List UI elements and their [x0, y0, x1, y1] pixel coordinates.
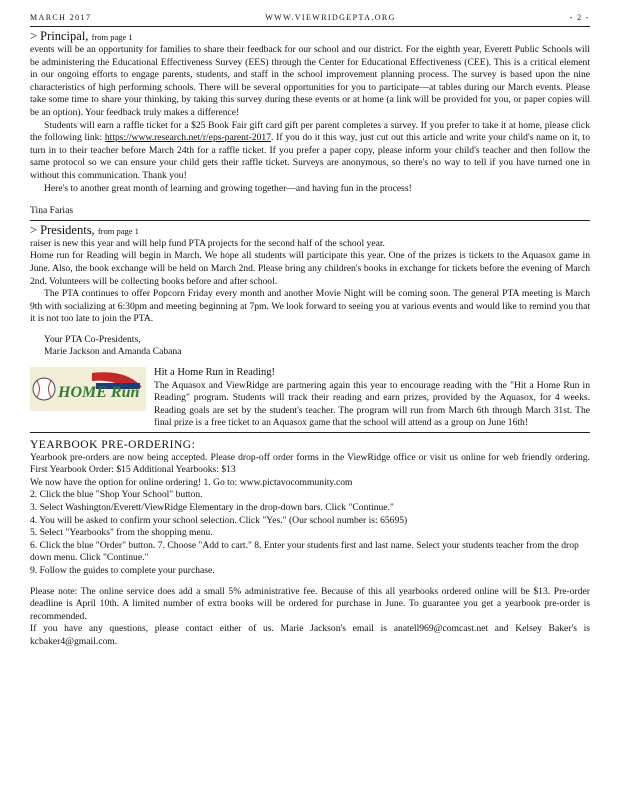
presidents-paragraph-3: The PTA continues to offer Popcorn Friday every month and another Movie Night will be coming soon. The general PTA meeting is March 9th with socializing at 6:30pm and meeting beginning at 7pm. We look forward to seeing you at various events and would like to remind you that it is not too late to join the PTA. — [30, 288, 590, 325]
yearbook-step: 5. Select "Yearbooks" from the shopping menu. — [30, 527, 213, 539]
header-divider — [30, 26, 590, 27]
principal-signature: Tina Farias — [30, 205, 74, 217]
yearbook-step: 6. Click the blue "Order" button. 7. Choose "Add to cart." 8. Enter your students first and last name. Select your students teacher from the drop down menu. Click "Continue." — [30, 539, 579, 564]
yearbook-contact: If you have any questions, please contact either of us. Marie Jackson's email is anatell969@comcast.net and Kelsey Baker's is kcbaker4@gmail.com. — [30, 623, 590, 647]
page-header — [30, 12, 590, 24]
principal-title: > Principal, — [30, 29, 89, 43]
yearbook-step: 3. Select Washington/Everett/ViewRidge Elementary in the drop-down bars. Click "Continue." — [30, 502, 394, 513]
principal-paragraph-1: events will be an opportunity for families to share their feedback for our school and our district. For the eighth year, Everett Public Schools will be administering the Educational Effectiveness Survey (EES) through the Center for Educational Effectiveness (CEE). This is a critical element in our ongoing efforts to engage parents, students, and staff in the school improvement planning process. The survey is based upon the nine characteristics of high performing schools. There will be several opportunities for you to participate—at tables during our March events. Please take some time to share your thinking, by taking this survey during these events or at home (a link will be provided for you, or paper copies will be an option). Your feedback truly makes a difference! — [30, 44, 590, 118]
yearbook-title: YEARBOOK PRE-ORDERING: — [30, 439, 196, 452]
yearbook-intro-1: Yearbook pre-orders are now being accepted. Please drop-off order forms in the ViewRidge office or visit us online for web friendly ordering. First Yearbook Order: $15 Additional Yearbooks: $13 — [30, 451, 590, 476]
presidents-heading — [30, 223, 590, 238]
yearbook-step: 2. Click the blue "Shop Your School" button. — [30, 489, 203, 501]
header-website: WWW.VIEWRIDGEPTA.ORG — [265, 13, 396, 22]
yearbook-step: 9. Follow the guides to complete your purchase. — [30, 564, 215, 576]
header-date: MARCH 2017 — [30, 13, 92, 22]
home-run-reading-block — [30, 367, 590, 430]
yearbook-steps — [30, 489, 590, 577]
home-run-text — [154, 367, 590, 430]
section-divider — [30, 220, 590, 221]
presidents-paragraph-2: Home run for Reading will begin in March. We hope all students will participate this year. One of the prizes is tickets to the Aquasox game in June. Also, the book exchange will be held on March 2nd. Please bring any children's books in exchange for tickets before the evening of March 2nd. Volunteers will be collecting books before and after school. — [30, 250, 590, 287]
yearbook-intro-2: We now have the option for online ordering! 1. Go to: www.pictavocommunity.com — [30, 476, 353, 488]
yearbook-section — [30, 439, 590, 649]
principal-section — [30, 29, 590, 218]
principal-paragraph-3: Here's to another great month of learning and growing together—and having fun in the process! — [44, 182, 412, 194]
yearbook-note: Please note: The online service does add a small 5% administrative fee. Because of this all yearbooks ordered online will be $13. Pre-order deadline is April 10th. A limited number of extra books will be ordered for purchase in June. To guarantee you get a yearbook pre-order is recommended. — [30, 585, 590, 622]
header-page-number: - 2 - — [569, 13, 590, 22]
principal-from-page: from page 1 — [91, 32, 133, 42]
principal-p2-end: . If you do it this way, just cut out this article and write your child's name on it, to turn in to their teacher before March 24th for a raffle ticket. If you prefer a paper copy, please inform your child's teacher and then follow the same protocol so we can ensure your child gets their raffle ticket. Surveys are anonymous, so there's no way to tell if you have turned one in without this communication. Thank you! — [30, 132, 590, 181]
survey-link[interactable]: https://www.research.net/r/eps-parent-2017 — [104, 132, 272, 144]
home-run-logo — [30, 367, 146, 411]
presidents-title: > Presidents, — [30, 222, 95, 237]
newsletter-page — [30, 12, 590, 649]
principal-heading — [30, 29, 590, 44]
principal-p2-start: Students will earn a raffle ticket for a $25 Book Fair gift card gift per parent completes a survey. If you prefer to take it at home, please click the following link: — [30, 119, 590, 144]
home-run-title: Hit a Home Run in Reading! — [154, 367, 276, 379]
yearbook-step: 4. You will be asked to confirm your school selection. Click "Yes." (Our school number is: 65695) — [30, 514, 408, 526]
yearbook-divider — [30, 432, 590, 433]
home-run-body: The Aquasox and ViewRidge are partnering again this year to encourage reading with the "Hit a Home Run in Reading" program. Students will track their reading and earn prizes, provided by the Aquasox, for 4 weeks. Reading goals are set by the student's teacher. The program will run from March 6th through March 31st. The final prize is a free ticket to an Aquasox game that the school will attend as a group on June 16th! — [154, 379, 590, 429]
presidents-section — [30, 223, 590, 359]
presidents-signature-line-1: Your PTA Co-Presidents, — [44, 333, 141, 345]
principal-paragraph-2 — [30, 120, 590, 183]
presidents-from-page: from page 1 — [97, 225, 139, 236]
presidents-paragraph-1: raiser is new this year and will help fund PTA projects for the second half of the school year. — [30, 237, 385, 249]
home-run-logo-text: HOME Run — [58, 384, 140, 402]
presidents-signature-line-2: Marie Jackson and Amanda Cabana — [44, 346, 182, 358]
